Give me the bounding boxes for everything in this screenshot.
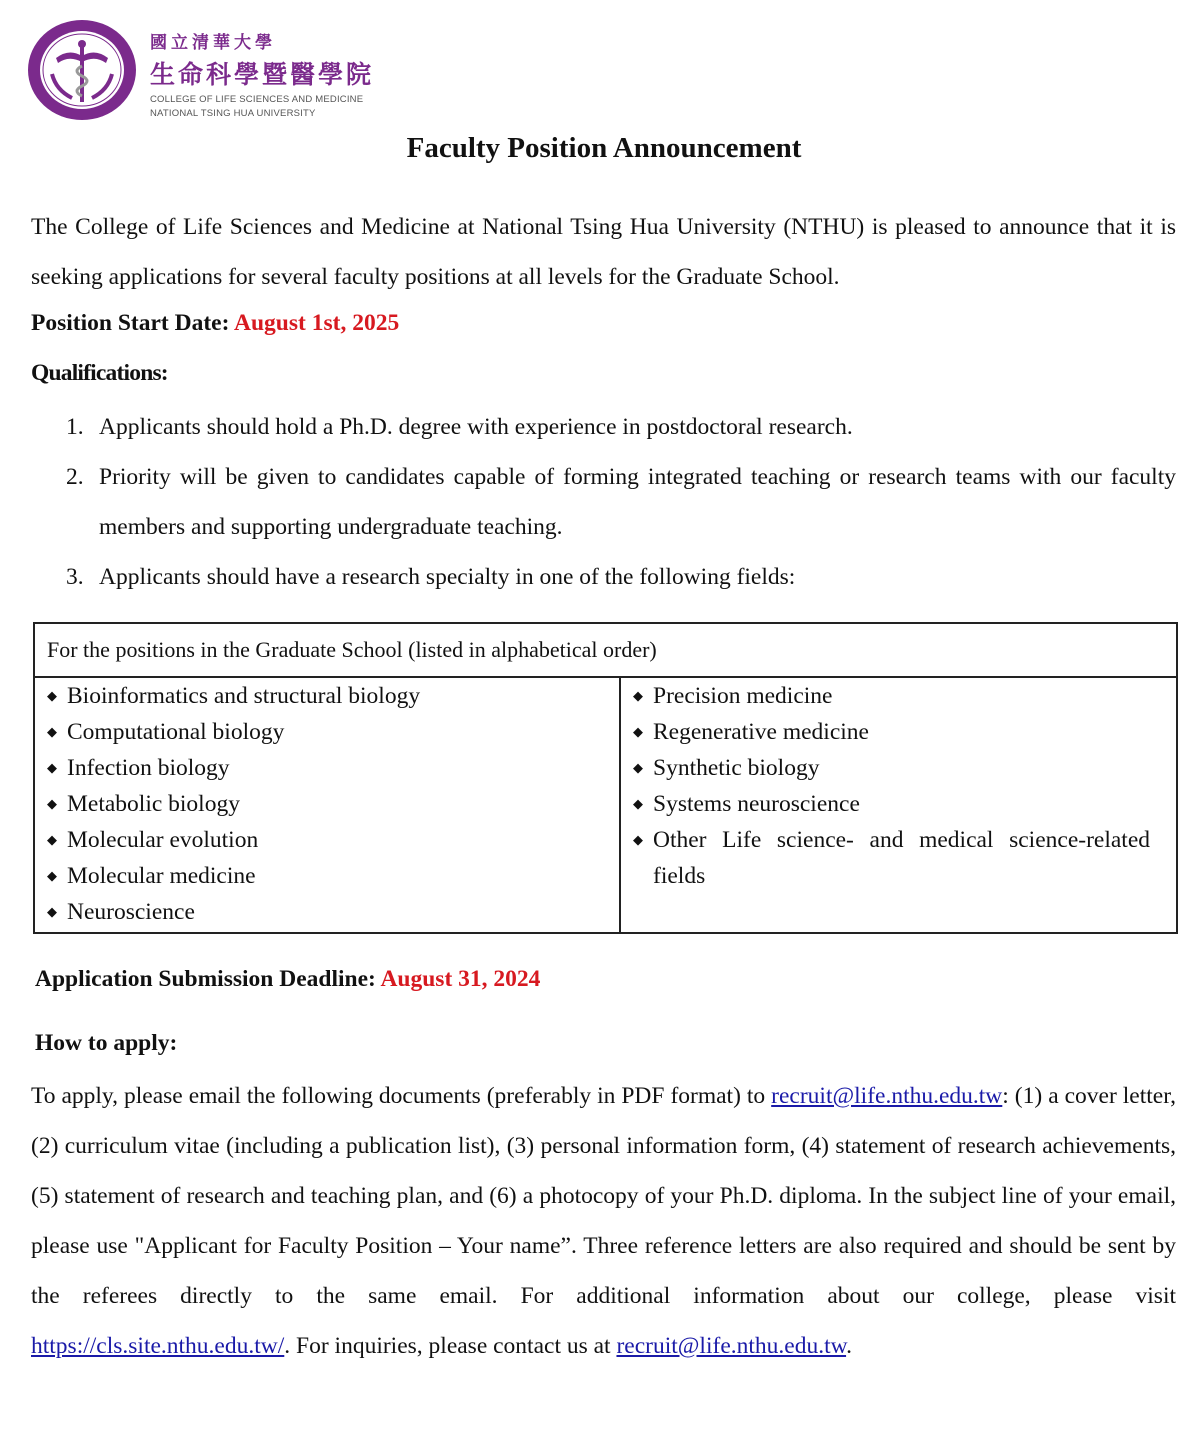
field-item xyxy=(633,678,1150,714)
diamond-bullet-icon: ◆ xyxy=(633,796,643,811)
website-link[interactable]: https://cls.site.nthu.edu.tw/ xyxy=(31,1333,285,1359)
item-text: Applicants should hold a Ph.D. degree with experience in postdoctoral research. xyxy=(99,414,853,440)
item-number: 2. xyxy=(66,464,84,490)
apply-text: . For inquiries, please contact us at xyxy=(284,1333,617,1359)
field-item xyxy=(47,750,607,786)
research-fields-table xyxy=(33,622,1178,934)
start-date-line xyxy=(31,310,399,337)
start-date-value: August 1st, 2025 xyxy=(234,310,400,336)
qualification-item xyxy=(66,452,1176,552)
item-text: Applicants should have a research specialty in one of the following fields: xyxy=(99,564,796,590)
college-seal-logo xyxy=(26,18,138,122)
diamond-bullet-icon: ◆ xyxy=(633,724,643,739)
diamond-bullet-icon: ◆ xyxy=(47,688,57,703)
field-item xyxy=(633,750,1150,786)
how-to-apply-heading: How to apply: xyxy=(35,1030,178,1056)
field-item xyxy=(633,786,1150,822)
field-item xyxy=(633,822,1150,894)
qualification-item xyxy=(66,402,1176,452)
diamond-bullet-icon: ◆ xyxy=(47,760,57,775)
field-label: Systems neuroscience xyxy=(653,791,860,817)
field-item xyxy=(47,894,607,930)
field-label: Molecular medicine xyxy=(67,863,256,889)
item-number: 1. xyxy=(66,414,84,440)
table-header: For the positions in the Graduate School (listed in alphabetical order) xyxy=(34,623,1177,677)
start-date-label: Position Start Date: xyxy=(31,310,230,336)
college-name-en: COLLEGE OF LIFE SCIENCES AND MEDICINE xyxy=(150,94,364,105)
university-name-zh: 國立清華大學 xyxy=(150,33,276,53)
field-label: Other Life science- and medical science-related fields xyxy=(653,827,1150,889)
diamond-bullet-icon: ◆ xyxy=(633,688,643,703)
field-item xyxy=(47,822,607,858)
field-item xyxy=(633,714,1150,750)
deadline-label: Application Submission Deadline: xyxy=(35,966,376,992)
item-text: Priority will be given to candidates capable of forming integrated teaching or research teams with our faculty members and supporting undergraduate teaching. xyxy=(99,464,1176,540)
field-label: Synthetic biology xyxy=(653,755,820,781)
field-label: Bioinformatics and structural biology xyxy=(67,683,421,709)
field-label: Molecular evolution xyxy=(67,827,259,853)
qualifications-list xyxy=(66,402,1176,602)
page-title: Faculty Position Announcement xyxy=(406,132,802,164)
fields-right-column xyxy=(620,677,1177,933)
deadline-line xyxy=(35,966,540,993)
college-logo-text xyxy=(150,28,374,119)
qualification-item xyxy=(66,552,1176,602)
field-label: Metabolic biology xyxy=(67,791,240,817)
email-link[interactable]: recruit@life.nthu.edu.tw xyxy=(771,1083,1003,1109)
field-label: Infection biology xyxy=(67,755,230,781)
diamond-bullet-icon: ◆ xyxy=(47,868,57,883)
field-item xyxy=(47,678,607,714)
apply-text: . xyxy=(846,1333,852,1359)
field-label: Neuroscience xyxy=(67,899,195,925)
fields-left-column xyxy=(34,677,620,933)
diamond-bullet-icon: ◆ xyxy=(47,724,57,739)
diamond-bullet-icon: ◆ xyxy=(47,904,57,919)
field-item xyxy=(47,714,607,750)
item-number: 3. xyxy=(66,564,84,590)
field-item xyxy=(47,858,607,894)
field-label: Computational biology xyxy=(67,719,285,745)
field-label: Regenerative medicine xyxy=(653,719,869,745)
field-label: Precision medicine xyxy=(653,683,833,709)
how-to-apply-paragraph xyxy=(31,1071,1176,1371)
diamond-bullet-icon: ◆ xyxy=(47,796,57,811)
inquiry-email-link[interactable]: recruit@life.nthu.edu.tw xyxy=(616,1333,847,1359)
diamond-bullet-icon: ◆ xyxy=(633,832,643,847)
diamond-bullet-icon: ◆ xyxy=(633,760,643,775)
apply-text: To apply, please email the following documents (preferably in PDF format) to xyxy=(31,1083,772,1109)
college-name-zh: 生命科學暨醫學院 xyxy=(150,60,375,89)
deadline-value: August 31, 2024 xyxy=(380,966,541,992)
qualifications-heading: Qualifications: xyxy=(31,360,168,386)
field-item xyxy=(47,786,607,822)
diamond-bullet-icon: ◆ xyxy=(47,832,57,847)
intro-paragraph: The College of Life Sciences and Medicine at National Tsing Hua University (NTHU) is pleased to announce that it is seeking applications for several faculty positions at all levels for the Graduate School. xyxy=(31,214,1176,290)
university-name-en: NATIONAL TSING HUA UNIVERSITY xyxy=(150,108,316,119)
apply-text: : (1) a cover letter, (2) curriculum vitae (including a publication list), (3) personal information form, (4) statement of research achievements, (5) statement of research and teaching plan, and (6) a photocopy of your Ph.D. diploma. In the subject line of your email, please use "Applicant for Faculty Position – Your name”. Three reference letters are also required and should be sent by the referees directly to the same email. For additional information about our college, please visit xyxy=(31,1083,1176,1309)
